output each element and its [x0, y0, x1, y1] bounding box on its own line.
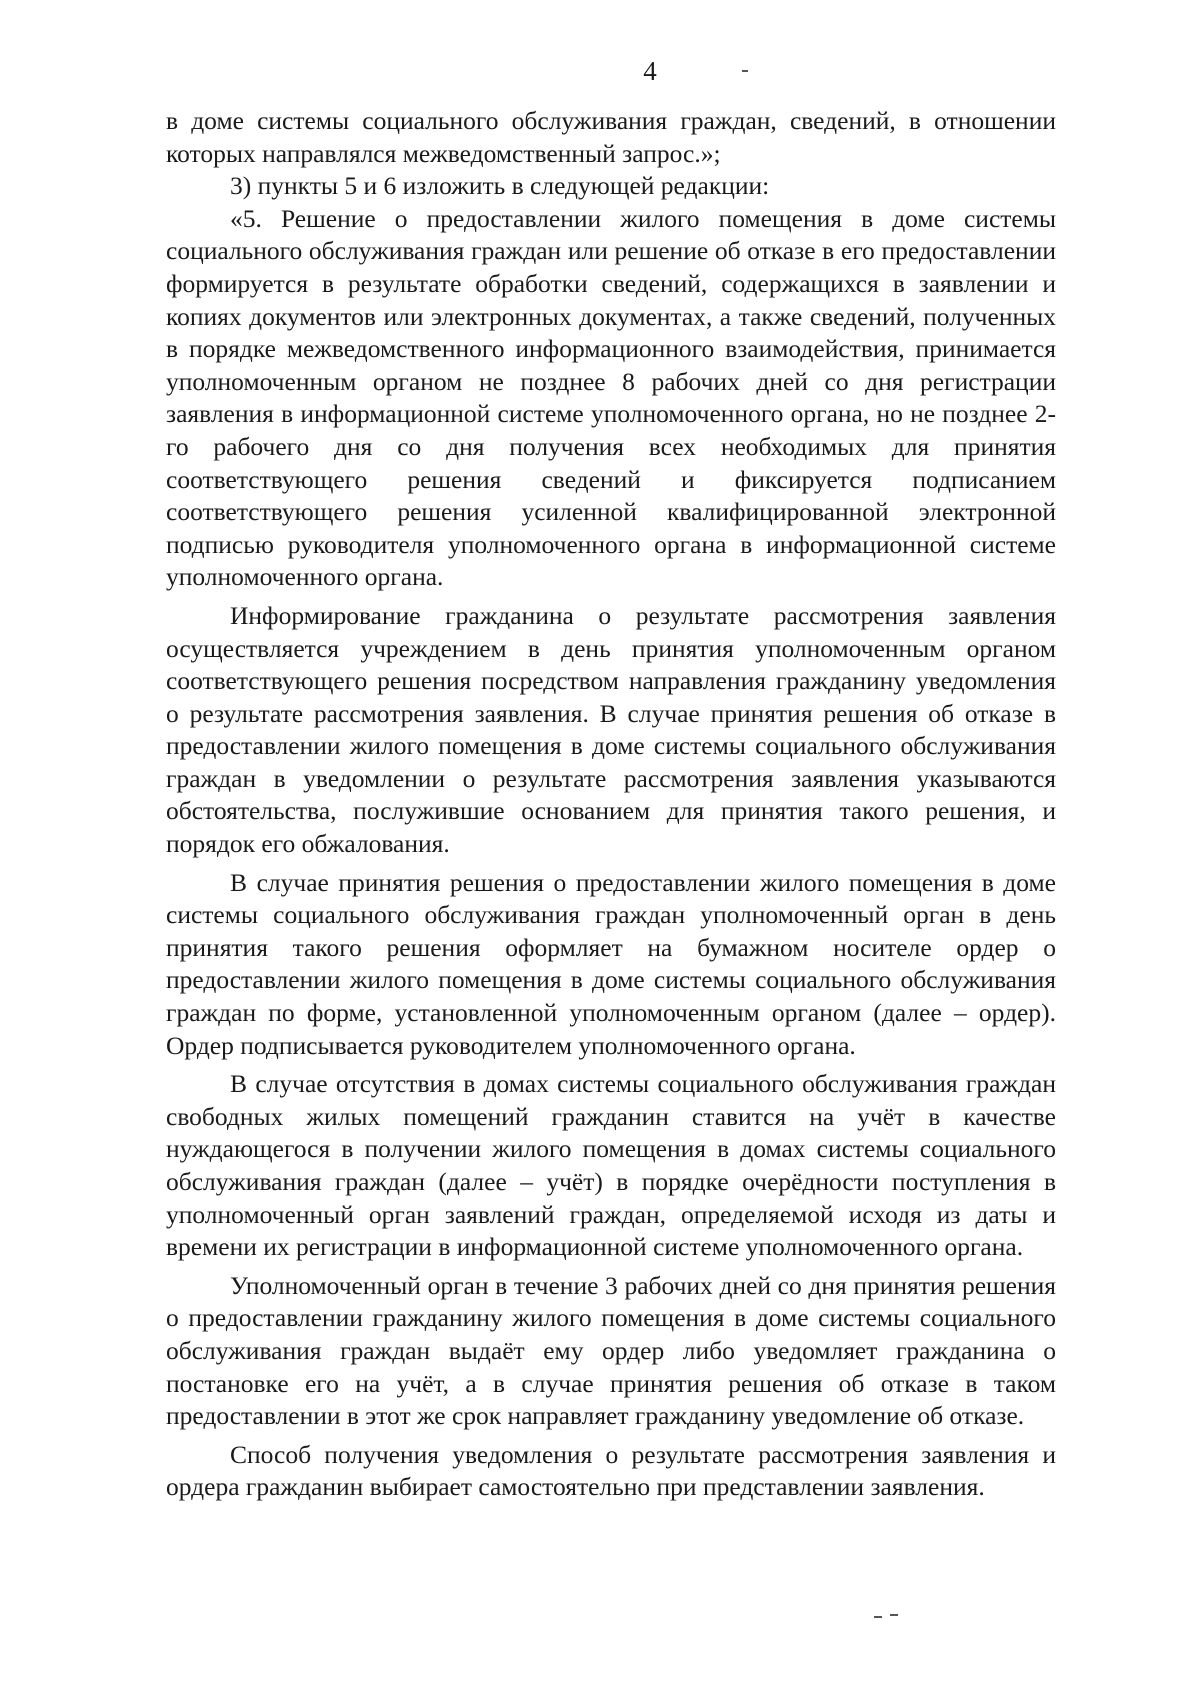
paragraph-informing: Информирование гражданина о результате рассмотрения заявления осуществляется учреждением в день принятия уполномоченным органом соответствующего решения посредством направления гражданину уведомления о результате рассмотрения заявления. В случае принятия решения об отказе в предоставлении жилого помещения в доме системы социального обслуживания граждан в уведомлении о результате рассмотрения заявления указываются обстоятельства, послужившие основанием для принятия такого решения, и порядок его обжалования. [166, 600, 1056, 859]
paragraph-delivery-method: Способ получения уведомления о результате рассмотрения заявления и ордера гражданин выбирает самостоятельно при представлении заявления. [166, 1439, 1056, 1502]
scan-mark [874, 1616, 882, 1618]
paragraph-item-3: 3) пункты 5 и 6 изложить в следующей редакции: [230, 171, 770, 201]
paragraph-order-issuance: В случае принятия решения о предоставлении жилого помещения в доме системы социального обслуживания граждан уполномоченный орган в день принятия такого решения оформляет на бумажном носителе ордер о предоставлении жилого помещения в доме системы социального обслуживания граждан по форме, установленной уполномоченным органом (далее – ордер). Ордер подписывается руководителем уполномоченного органа. [166, 867, 1056, 1060]
scan-mark [890, 1614, 898, 1616]
document-body [166, 105, 1056, 1504]
paragraph-waitlist: В случае отсутствия в домах системы социального обслуживания граждан свободных жилых помещений гражданин ставится на учёт в качестве нуждающегося в получении жилого помещения в домах системы социального обслуживания граждан (далее – учёт) в порядке очерёдности поступления в уполномоченный орган заявлений граждан, определяемой исходя из даты и времени их регистрации в информационной системе уполномоченного органа. [166, 1069, 1056, 1262]
paragraph-delivery-deadline: Уполномоченный орган в течение 3 рабочих дней со дня принятия решения о предоставлении гражданину жилого помещения в доме системы социального обслуживания граждан выдаёт ему ордер либо уведомляет гражданина о постановке его на учёт, а в случае принятия решения об отказе в таком предоставлении в этот же срок направляет гражданину уведомление об отказе. [166, 1270, 1056, 1431]
paragraph-point-5: «5. Решение о предоставлении жилого помещения в доме системы социального обслуживания граждан или решение об отказе в его предоставлении формируется в результате обработки сведений, содержащихся в заявлении и копиях документов или электронных документах, а также сведений, полученных в порядке межведомственного информационного взаимодействия, принимается уполномоченным органом не позднее 8 рабочих дней со дня регистрации заявления в информационной системе уполномоченного органа, но не позднее 2-го рабочего дня со дня получения всех необходимых для принятия соответствующего решения сведений и фиксируется подписанием соответствующего решения усиленной квалифицированной электронной подписью руководителя уполномоченного органа в информационной системе уполномоченного органа. [166, 203, 1056, 592]
page-number: 4 [643, 56, 657, 86]
paragraph-continuation: в доме системы социального обслуживания граждан, сведений, в отношении которых направлялся межведомственный запрос.»; [166, 106, 1056, 168]
scan-mark [742, 70, 748, 72]
